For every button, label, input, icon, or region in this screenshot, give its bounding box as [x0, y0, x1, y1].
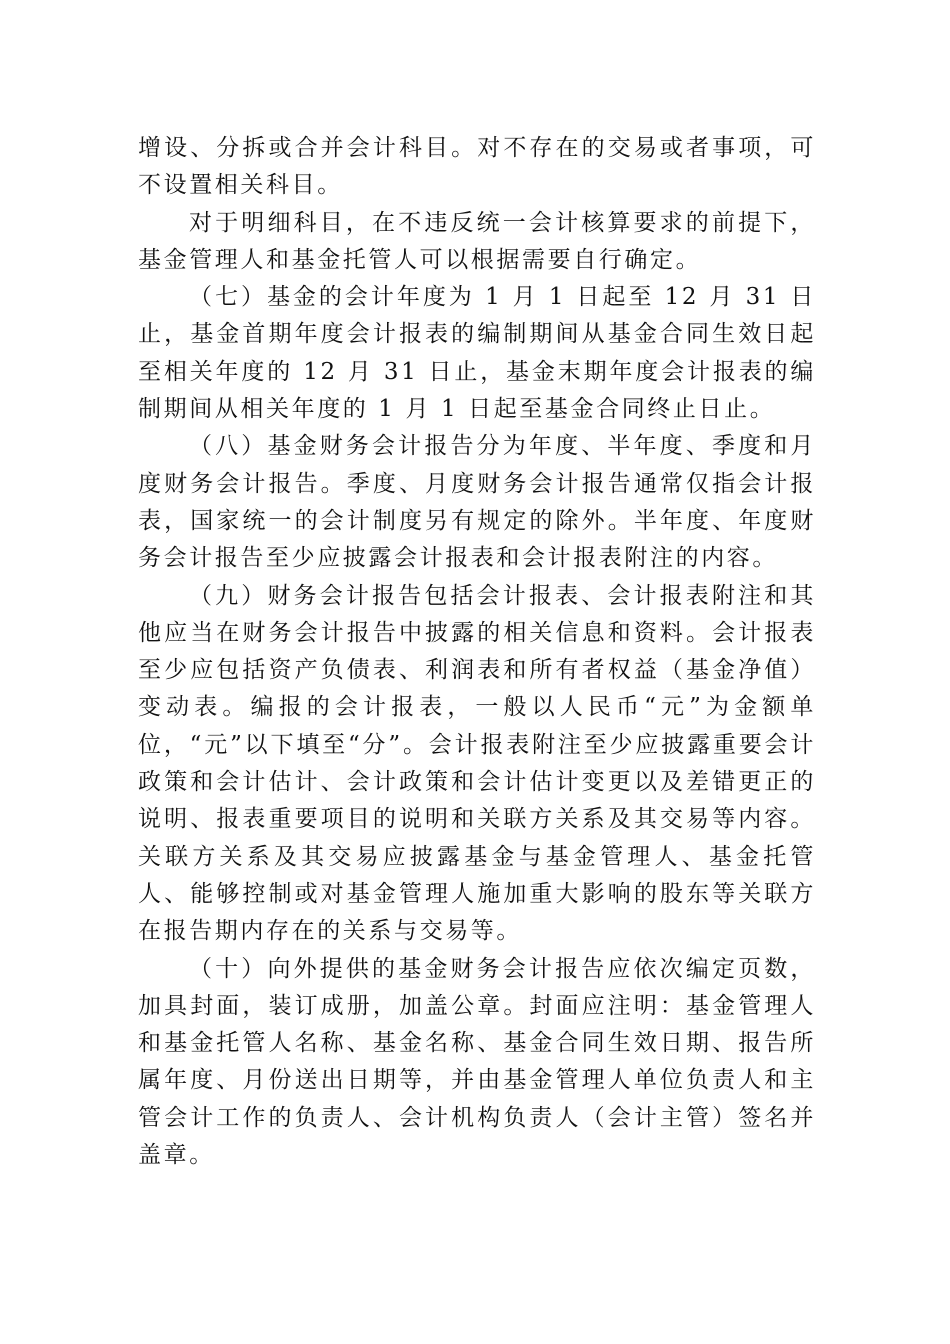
paragraph-item-7: （七）基金的会计年度为 1 月 1 日起至 12 月 31 日止，基金首期年度会计报表的编制期间从基金合同生效日起至相关年度的 12 月 31 日止，基金末期年度会计报表的编制期间从相关年度的 1 月 1 日起至基金合同终止日止。: [138, 284, 816, 423]
paragraph-item-10: （十）向外提供的基金财务会计报告应依次编定页数，加具封面，装订成册，加盖公章。封面应注明：基金管理人和基金托管人名称、基金名称、基金合同生效日期、报告所属年度、月份送出日期等，并由基金管理人单位负责人和主管会计工作的负责人、会计机构负责人（会计主管）签名并盖章。: [138, 955, 816, 1169]
paragraph-continuation: 增设、分拆或合并会计科目。对不存在的交易或者事项，可不设置相关科目。: [138, 135, 816, 199]
paragraph-detail-accounts: 对于明细科目，在不违反统一会计核算要求的前提下，基金管理人和基金托管人可以根据需要自行确定。: [138, 209, 816, 273]
paragraph-item-9: （九）财务会计报告包括会计报表、会计报表附注和其他应当在财务会计报告中披露的相关信息和资料。会计报表至少应包括资产负债表、利润表和所有者权益（基金净值）变动表。编报的会计报表，一般以人民币“元”为金额单位，“元”以下填至“分”。会计报表附注至少应披露重要会计政策和会计估计、会计政策和会计估计变更以及差错更正的说明、报表重要项目的说明和关联方关系及其交易等内容。关联方关系及其交易应披露基金与基金管理人、基金托管人、能够控制或对基金管理人施加重大影响的股东等关联方在报告期内存在的关系与交易等。: [138, 582, 816, 945]
document-body: [138, 130, 816, 1174]
paragraph-item-8: （八）基金财务会计报告分为年度、半年度、季度和月度财务会计报告。季度、月度财务会计报告通常仅指会计报表，国家统一的会计制度另有规定的除外。半年度、年度财务会计报告至少应披露会计报表和会计报表附注的内容。: [138, 433, 816, 572]
